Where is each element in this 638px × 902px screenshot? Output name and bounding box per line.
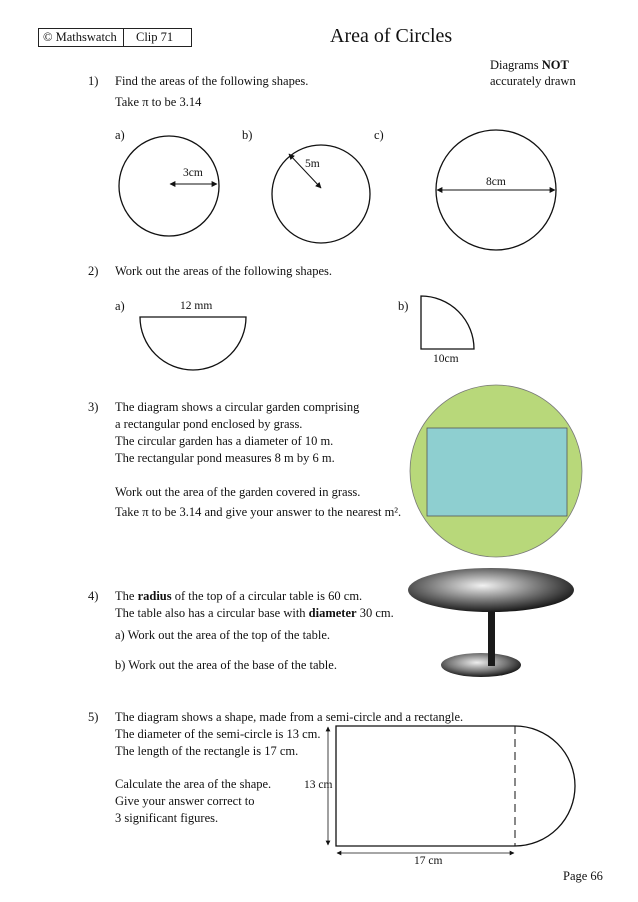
q2b-radius-label: 10cm bbox=[433, 353, 459, 365]
q1c-circle-diagram bbox=[436, 130, 556, 250]
q1-label-c: c) bbox=[374, 128, 384, 142]
q2b-quarter-circle bbox=[421, 296, 474, 349]
clip-label: Clip 71 bbox=[136, 30, 174, 44]
q1b-radius-label: 5m bbox=[305, 158, 320, 170]
q3-line-1: The diagram shows a circular garden comprising bbox=[115, 400, 360, 414]
q2-label-b: b) bbox=[398, 299, 409, 313]
q3-line-2: a rectangular pond enclosed by grass. bbox=[115, 417, 303, 431]
q5-height-label: 13 cm bbox=[304, 779, 333, 791]
q5-task-1: Calculate the area of the shape. bbox=[115, 777, 272, 791]
q5-line-1: The diagram shows a shape, made from a semi-circle and a rectangle. bbox=[115, 710, 464, 724]
copyright-label: © Mathswatch bbox=[39, 29, 124, 46]
q5-number: 5) bbox=[88, 710, 99, 724]
q5-line-3: The length of the rectangle is 17 cm. bbox=[115, 744, 299, 758]
q2-number: 2) bbox=[88, 264, 99, 278]
q2a-diameter-label: 12 mm bbox=[180, 300, 213, 312]
q1a-radius-label: 3cm bbox=[183, 167, 203, 179]
q1-label-b: b) bbox=[242, 128, 253, 142]
q2a-semicircle bbox=[140, 317, 246, 370]
q2-text: Work out the areas of the following shapes. bbox=[115, 264, 332, 278]
q3-line-3: The circular garden has a diameter of 10 m. bbox=[115, 434, 334, 448]
q3-take-pi: Take π to be 3.14 and give your answer to the nearest m². bbox=[115, 505, 402, 519]
q4-part-a: a) Work out the area of the top of the table. bbox=[115, 628, 331, 642]
q4-part-b: b) Work out the area of the base of the table. bbox=[115, 658, 337, 672]
q5-task-2: Give your answer correct to bbox=[115, 794, 255, 808]
diagram-note-line1: Diagrams NOT bbox=[490, 58, 569, 72]
page-number: Page 66 bbox=[563, 869, 603, 883]
q4-table-top bbox=[408, 568, 574, 612]
q3-garden-diagram bbox=[410, 385, 582, 557]
q1c-diameter-label: 8cm bbox=[486, 176, 506, 188]
q4-line-1: The radius of the top of a circular table is 60 cm. bbox=[115, 589, 363, 603]
q4-number: 4) bbox=[88, 589, 99, 603]
q1-take-pi: Take π to be 3.14 bbox=[115, 95, 202, 109]
q4-table-base bbox=[441, 653, 521, 677]
q5-task-3: 3 significant figures. bbox=[115, 811, 219, 825]
q5-line-2: The diameter of the semi-circle is 13 cm. bbox=[115, 727, 321, 741]
q1b-circle-diagram bbox=[272, 145, 370, 243]
page-title: Area of Circles bbox=[330, 25, 453, 47]
q3-number: 3) bbox=[88, 400, 99, 414]
q3-task: Work out the area of the garden covered in grass. bbox=[115, 485, 361, 499]
diagram-note-line2: accurately drawn bbox=[490, 74, 576, 88]
q3-pond-rectangle bbox=[427, 428, 567, 516]
q3-line-4: The rectangular pond measures 8 m by 6 m. bbox=[115, 451, 335, 465]
q2-label-a: a) bbox=[115, 299, 125, 313]
q1a-circle-diagram bbox=[119, 136, 219, 236]
q1-label-a: a) bbox=[115, 128, 125, 142]
q5-length-label: 17 cm bbox=[414, 855, 443, 867]
q4-table-diagram bbox=[408, 568, 574, 677]
q4-line-2: The table also has a circular base with diameter 30 cm. bbox=[115, 606, 394, 620]
q5-composite-shape bbox=[328, 726, 575, 853]
q1-text: Find the areas of the following shapes. bbox=[115, 74, 309, 88]
q1-number: 1) bbox=[88, 74, 99, 88]
